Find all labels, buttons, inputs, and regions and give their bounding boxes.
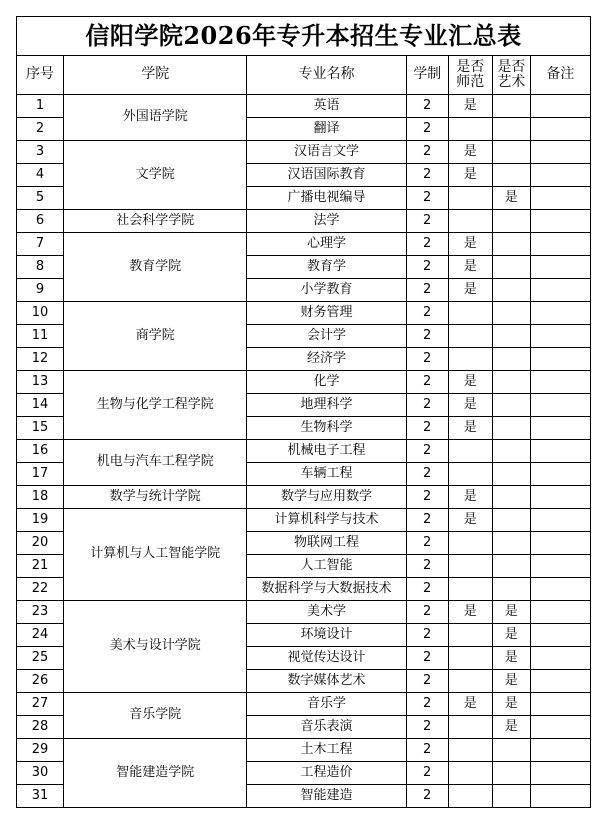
study-years: 2 [406,693,448,716]
major-name: 土木工程 [247,739,406,762]
is-art-flag [492,417,530,440]
is-art-flag: 是 [492,716,530,739]
note-cell [530,693,590,716]
study-years: 2 [406,486,448,509]
college-name: 数学与统计学院 [64,486,247,509]
study-years: 2 [406,739,448,762]
is-art-flag: 是 [492,601,530,624]
is-art-flag [492,555,530,578]
study-years: 2 [406,302,448,325]
is-normal-flag [448,440,492,463]
header-is-normal [448,56,492,95]
table-row [17,739,591,762]
row-number: 19 [17,509,64,532]
table-body [17,95,591,808]
study-years: 2 [406,601,448,624]
row-number: 2 [17,118,64,141]
is-art-flag [492,532,530,555]
major-name: 数学与应用数学 [247,486,406,509]
study-years: 2 [406,785,448,808]
is-art-flag [492,233,530,256]
note-cell [530,785,590,808]
major-name: 机械电子工程 [247,440,406,463]
is-art-flag [492,762,530,785]
study-years: 2 [406,164,448,187]
row-number: 18 [17,486,64,509]
row-number: 25 [17,647,64,670]
major-name: 数据科学与大数据技术 [247,578,406,601]
row-number: 5 [17,187,64,210]
is-art-flag [492,785,530,808]
study-years: 2 [406,394,448,417]
study-years: 2 [406,256,448,279]
is-normal-flag [448,762,492,785]
college-name: 智能建造学院 [64,739,247,808]
is-normal-flag [448,647,492,670]
row-number: 10 [17,302,64,325]
is-normal-flag [448,348,492,371]
study-years: 2 [406,762,448,785]
table-title: 信阳学院2026年专升本招生专业汇总表 [17,17,591,56]
study-years: 2 [406,716,448,739]
study-years: 2 [406,624,448,647]
major-name: 车辆工程 [247,463,406,486]
note-cell [530,279,590,302]
major-name: 小学教育 [247,279,406,302]
major-name: 物联网工程 [247,532,406,555]
study-years: 2 [406,279,448,302]
header-major: 专业名称 [247,56,406,95]
table-row [17,601,591,624]
is-art-flag [492,210,530,233]
major-name: 财务管理 [247,302,406,325]
is-normal-flag: 是 [448,141,492,164]
major-name: 人工智能 [247,555,406,578]
header-is-normal-line1: 是否 [456,59,485,76]
row-number: 30 [17,762,64,785]
major-name: 智能建造 [247,785,406,808]
row-number: 24 [17,624,64,647]
is-art-flag [492,394,530,417]
header-note: 备注 [530,56,590,95]
college-name: 生物与化学工程学院 [64,371,247,440]
note-cell [530,486,590,509]
header-years: 学制 [406,56,448,95]
is-normal-flag [448,302,492,325]
is-normal-flag: 是 [448,417,492,440]
study-years: 2 [406,210,448,233]
is-normal-flag [448,624,492,647]
note-cell [530,187,590,210]
college-name: 外国语学院 [64,95,247,141]
is-art-flag [492,509,530,532]
study-years: 2 [406,141,448,164]
row-number: 17 [17,463,64,486]
table-row [17,371,591,394]
study-years: 2 [406,348,448,371]
study-years: 2 [406,371,448,394]
study-years: 2 [406,417,448,440]
is-normal-flag: 是 [448,95,492,118]
is-normal-flag: 是 [448,279,492,302]
note-cell [530,371,590,394]
study-years: 2 [406,325,448,348]
note-cell [530,601,590,624]
header-no: 序号 [17,56,64,95]
study-years: 2 [406,578,448,601]
table-row [17,693,591,716]
row-number: 7 [17,233,64,256]
is-art-flag [492,141,530,164]
study-years: 2 [406,95,448,118]
row-number: 22 [17,578,64,601]
is-normal-flag: 是 [448,256,492,279]
is-art-flag [492,279,530,302]
table-row [17,95,591,118]
header-college: 学院 [64,56,247,95]
title-row [17,17,591,56]
is-art-flag: 是 [492,624,530,647]
is-art-flag [492,118,530,141]
note-cell [530,233,590,256]
header-is-art-line1: 是否 [497,59,526,76]
table-row [17,302,591,325]
major-name: 生物科学 [247,417,406,440]
row-number: 4 [17,164,64,187]
header-is-art-line2: 艺术 [497,74,526,90]
is-art-flag [492,95,530,118]
is-art-flag [492,164,530,187]
major-name: 心理学 [247,233,406,256]
row-number: 16 [17,440,64,463]
major-name: 翻译 [247,118,406,141]
college-name: 美术与设计学院 [64,601,247,693]
row-number: 20 [17,532,64,555]
is-normal-flag [448,555,492,578]
table-row [17,210,591,233]
header-is-art [492,56,530,95]
note-cell [530,210,590,233]
study-years: 2 [406,118,448,141]
row-number: 26 [17,670,64,693]
enrollment-table [16,16,591,808]
study-years: 2 [406,509,448,532]
row-number: 1 [17,95,64,118]
header-is-normal-line2: 师范 [456,74,485,90]
note-cell [530,578,590,601]
is-normal-flag [448,187,492,210]
college-name: 教育学院 [64,233,247,302]
is-normal-flag [448,532,492,555]
is-art-flag: 是 [492,670,530,693]
note-cell [530,325,590,348]
college-name: 文学院 [64,141,247,210]
note-cell [530,394,590,417]
row-number: 11 [17,325,64,348]
row-number: 13 [17,371,64,394]
college-name: 计算机与人工智能学院 [64,509,247,601]
note-cell [530,348,590,371]
major-name: 音乐学 [247,693,406,716]
is-normal-flag [448,325,492,348]
note-cell [530,716,590,739]
note-cell [530,555,590,578]
major-name: 美术学 [247,601,406,624]
major-name: 会计学 [247,325,406,348]
row-number: 28 [17,716,64,739]
note-cell [530,647,590,670]
is-normal-flag [448,716,492,739]
note-cell [530,509,590,532]
study-years: 2 [406,647,448,670]
study-years: 2 [406,440,448,463]
is-art-flag [492,463,530,486]
note-cell [530,463,590,486]
is-normal-flag: 是 [448,394,492,417]
is-normal-flag: 是 [448,164,492,187]
note-cell [530,256,590,279]
table-row [17,509,591,532]
row-number: 6 [17,210,64,233]
is-normal-flag: 是 [448,371,492,394]
note-cell [530,164,590,187]
row-number: 14 [17,394,64,417]
major-name: 数字媒体艺术 [247,670,406,693]
college-name: 商学院 [64,302,247,371]
row-number: 27 [17,693,64,716]
row-number: 9 [17,279,64,302]
note-cell [530,532,590,555]
is-art-flag [492,325,530,348]
row-number: 8 [17,256,64,279]
is-normal-flag [448,118,492,141]
college-name: 机电与汽车工程学院 [64,440,247,486]
is-art-flag [492,739,530,762]
is-normal-flag: 是 [448,693,492,716]
row-number: 15 [17,417,64,440]
is-normal-flag: 是 [448,509,492,532]
major-name: 汉语言文学 [247,141,406,164]
note-cell [530,670,590,693]
major-name: 音乐表演 [247,716,406,739]
note-cell [530,118,590,141]
note-cell [530,440,590,463]
is-normal-flag [448,463,492,486]
major-name: 视觉传达设计 [247,647,406,670]
is-art-flag [492,348,530,371]
is-art-flag [492,302,530,325]
is-normal-flag [448,578,492,601]
header-row [17,56,591,95]
is-art-flag: 是 [492,187,530,210]
major-name: 英语 [247,95,406,118]
row-number: 21 [17,555,64,578]
row-number: 12 [17,348,64,371]
table-row [17,141,591,164]
is-normal-flag [448,670,492,693]
note-cell [530,762,590,785]
is-art-flag [492,440,530,463]
study-years: 2 [406,532,448,555]
major-name: 化学 [247,371,406,394]
major-name: 计算机科学与技术 [247,509,406,532]
note-cell [530,417,590,440]
note-cell [530,141,590,164]
note-cell [530,624,590,647]
is-art-flag [492,256,530,279]
is-art-flag: 是 [492,647,530,670]
major-name: 地理科学 [247,394,406,417]
major-name: 经济学 [247,348,406,371]
row-number: 31 [17,785,64,808]
table-row [17,233,591,256]
is-normal-flag: 是 [448,233,492,256]
major-name: 环境设计 [247,624,406,647]
row-number: 23 [17,601,64,624]
note-cell [530,302,590,325]
major-name: 工程造价 [247,762,406,785]
study-years: 2 [406,187,448,210]
major-name: 法学 [247,210,406,233]
study-years: 2 [406,670,448,693]
is-art-flag [492,578,530,601]
study-years: 2 [406,463,448,486]
is-normal-flag [448,210,492,233]
is-art-flag [492,371,530,394]
row-number: 3 [17,141,64,164]
study-years: 2 [406,233,448,256]
major-name: 广播电视编导 [247,187,406,210]
study-years: 2 [406,555,448,578]
major-name: 教育学 [247,256,406,279]
is-art-flag: 是 [492,693,530,716]
is-normal-flag: 是 [448,486,492,509]
college-name: 社会科学学院 [64,210,247,233]
major-name: 汉语国际教育 [247,164,406,187]
note-cell [530,95,590,118]
is-normal-flag [448,785,492,808]
table-row [17,486,591,509]
table-row [17,440,591,463]
row-number: 29 [17,739,64,762]
college-name: 音乐学院 [64,693,247,739]
is-normal-flag: 是 [448,601,492,624]
is-normal-flag [448,739,492,762]
is-art-flag [492,486,530,509]
note-cell [530,739,590,762]
